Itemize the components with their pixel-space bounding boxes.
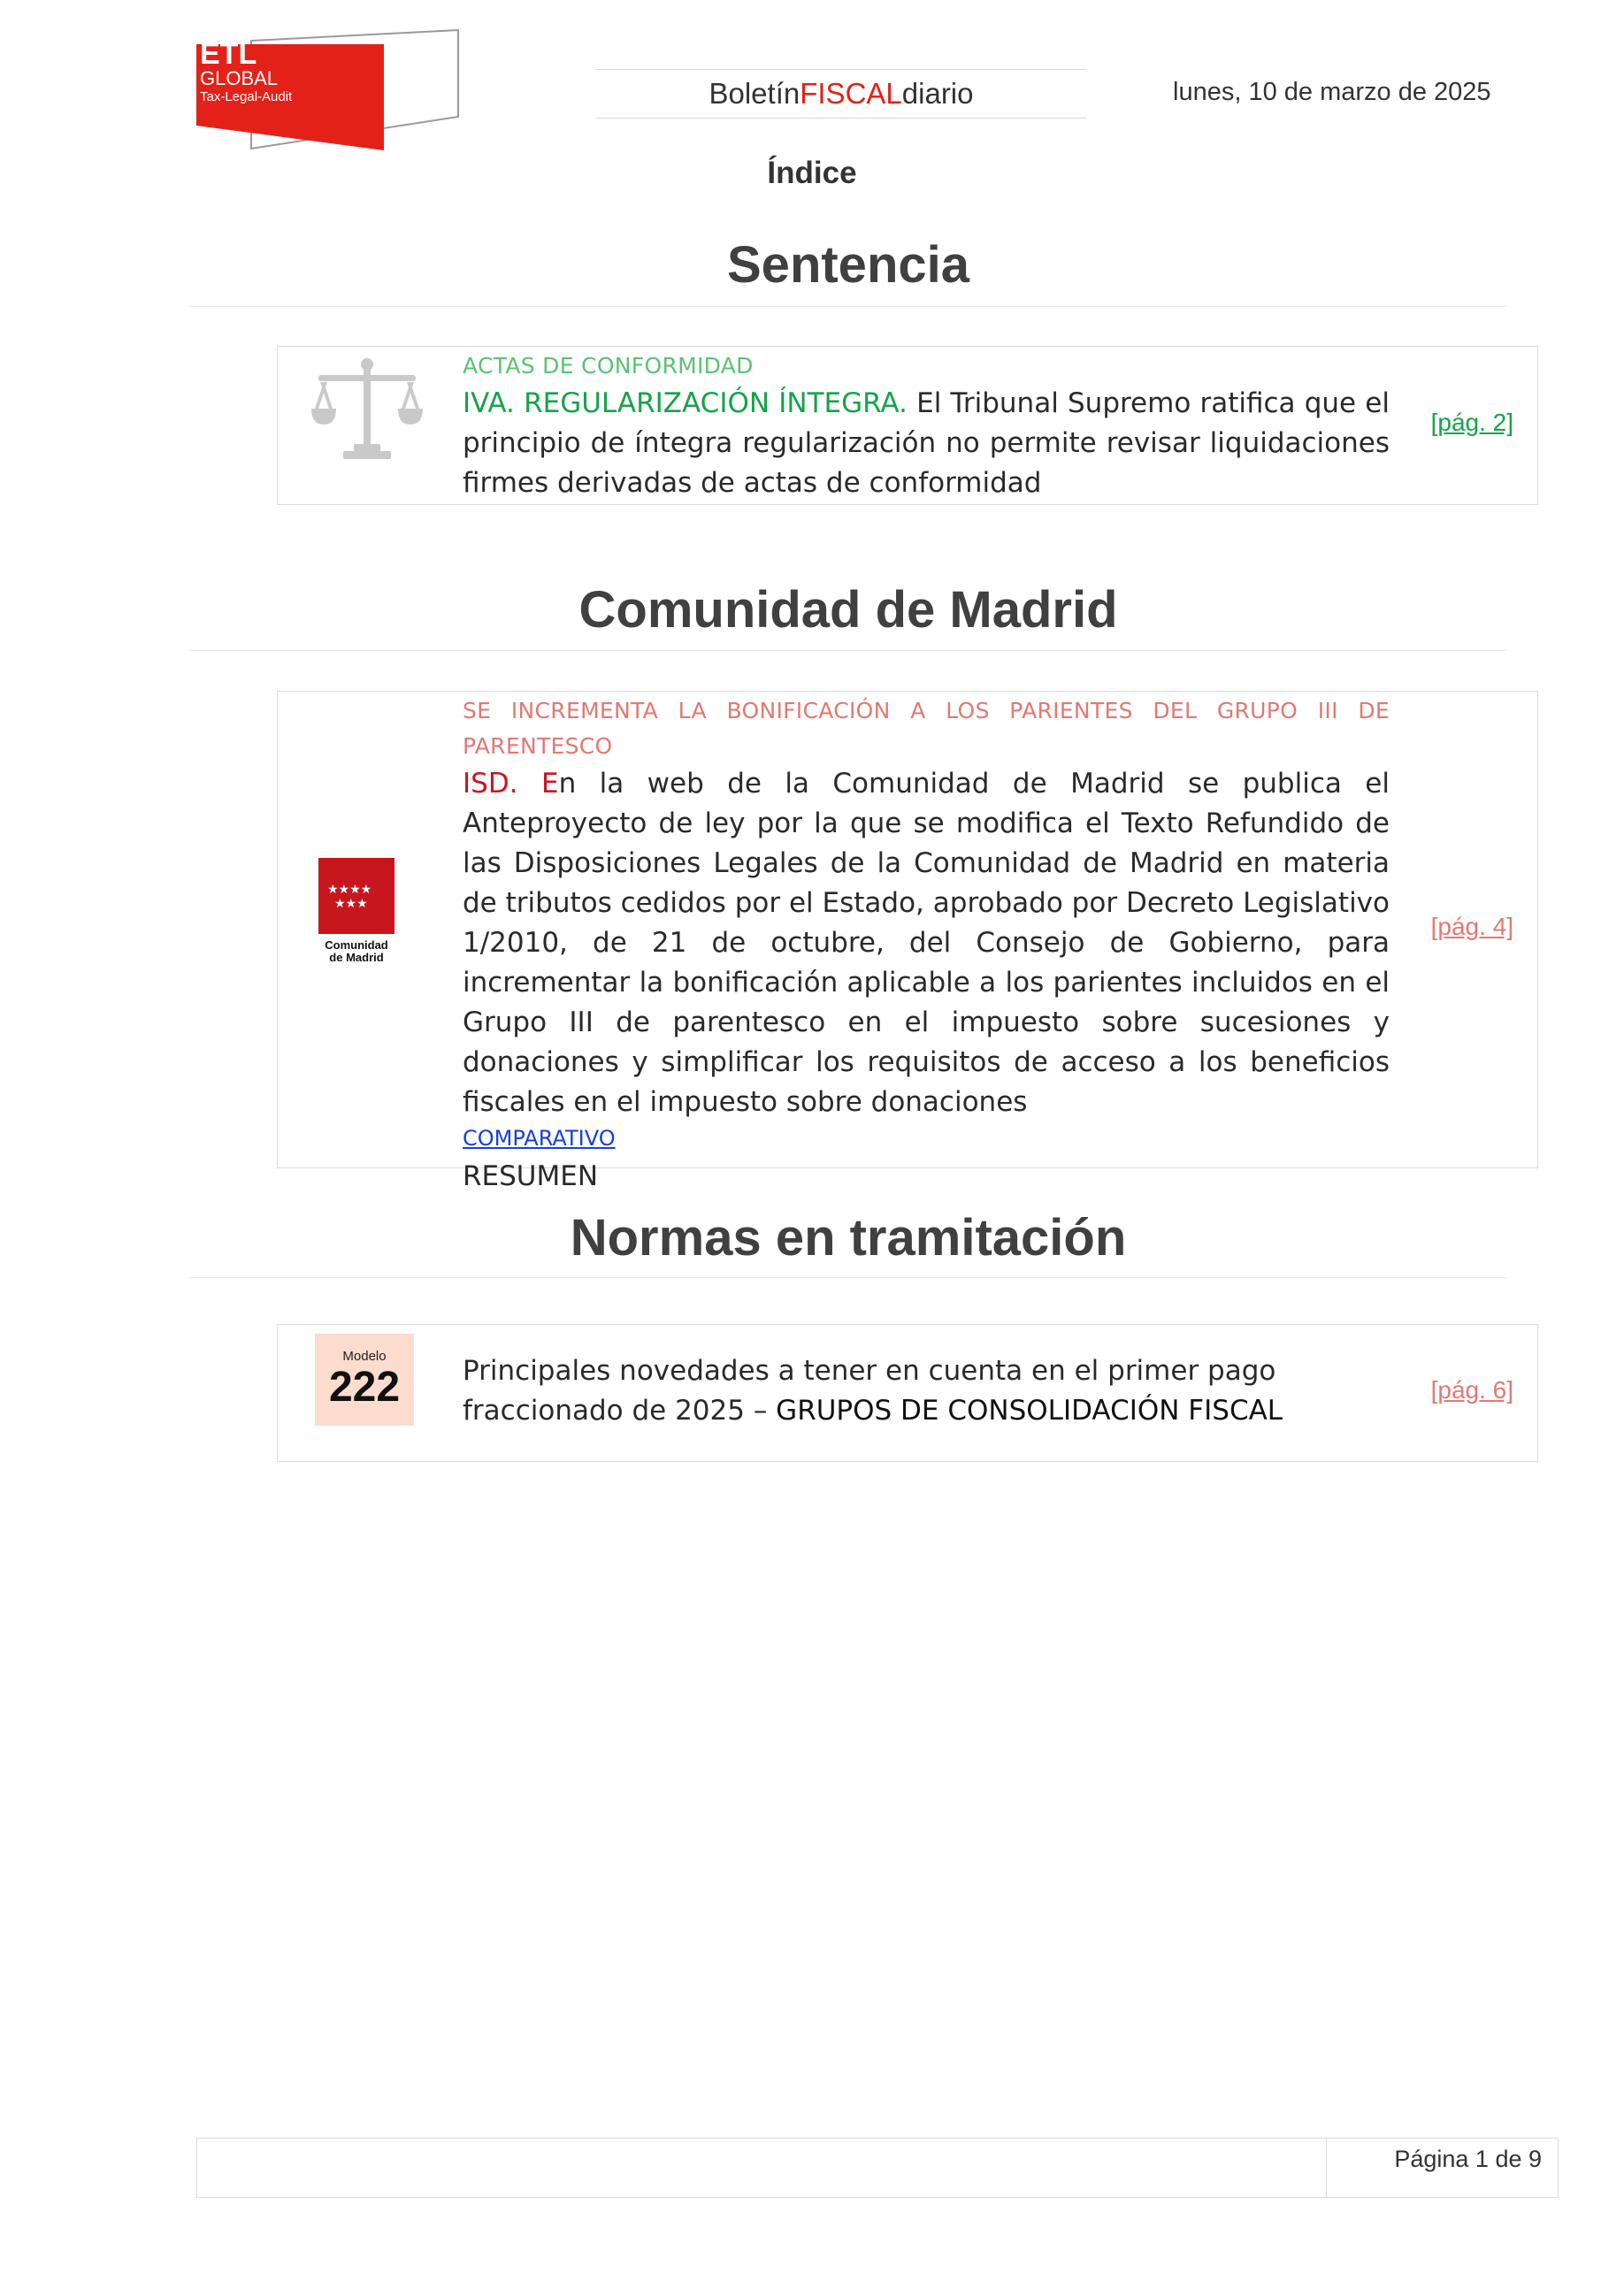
page-footer (196, 2138, 1559, 2198)
bulletin-prefix: Boletín (709, 77, 801, 110)
entry-description: El Tribunal Supremo ratifica que el principio de íntegra regularización no permite revisar liquidaciones firmes derivadas de actas de conformidad (463, 387, 1390, 499)
entry-caps: GRUPOS DE CONSOLIDACIÓN FISCAL (776, 1395, 1283, 1427)
resumen-label: RESUMEN (463, 1160, 599, 1192)
svg-text:★★★: ★★★ (334, 897, 368, 911)
bulletin-date: lunes, 10 de marzo de 2025 (1173, 78, 1491, 106)
entry-sentencia (277, 346, 1538, 505)
scales-of-justice-icon (311, 356, 423, 467)
madrid-stars-icon (318, 858, 395, 934)
badge-number: 222 (328, 1364, 401, 1411)
entry-description: Principales novedades a tener en cuenta en el primer pago fraccionado de 2025 – (463, 1355, 1276, 1427)
entry-sentencia-text (463, 348, 1390, 503)
entry-lead: IVA. REGULARIZACIÓN ÍNTEGRA. (463, 387, 908, 419)
section-title-comunidad-de-madrid: Comunidad de Madrid (578, 581, 1118, 639)
bulletin-title (596, 69, 1086, 119)
entry-description: n la web de la Comunidad de Madrid se publica el Anteproyecto de ley por la que se modifica el Texto Refundido de las Disposiciones Legales de la Comunidad de Madrid en materia de tributos cedidos por el Estado, aprobado por Decreto Legislativo 1/2010, de 21 de octubre, del Consejo de Gobierno, para incrementar la bonificación aplicable a los parientes incluidos en el Grupo III de parentesco en el impuesto sobre sucesiones y donaciones y simplificar los requisitos de acceso a los beneficios fiscales en el impuesto sobre donaciones (463, 768, 1390, 1118)
svg-text:★★★★: ★★★★ (327, 883, 372, 897)
comparativo-link[interactable]: COMPARATIVO (463, 1126, 616, 1151)
madrid-logo-text-1: Comunidad (325, 938, 388, 952)
page-number: Página 1 de 9 (1394, 2146, 1542, 2172)
modelo-222-badge (315, 1334, 414, 1426)
section-title-sentencia: Sentencia (727, 236, 969, 294)
page-link-2[interactable]: [pág. 2] (1430, 409, 1513, 436)
index-title: Índice (767, 156, 857, 190)
logo-line2: Tax-Legal-Audit (200, 89, 293, 104)
entry-comunidad-de-madrid (277, 691, 1538, 1192)
footer-divider (1326, 2139, 1327, 2197)
section-divider (189, 650, 1507, 651)
etl-global-logo (196, 28, 462, 152)
bulletin-suffix: diario (901, 77, 974, 110)
entry-madrid-text (463, 693, 1390, 1198)
entry-kicker: ACTAS DE CONFORMIDAD (463, 353, 754, 379)
entry-kicker: SE INCREMENTA LA BONIFICACIÓN A LOS PARIENTES DEL GRUPO III DE PARENTESCO (463, 698, 1390, 759)
entry-body (463, 384, 1390, 503)
section-divider (189, 1277, 1507, 1278)
entry-body (463, 764, 1390, 1122)
badge-label: Modelo (342, 1349, 387, 1364)
entry-lead: ISD. E (463, 768, 559, 800)
entry-normas-en-tramitacion (277, 1324, 1538, 1462)
entry-normas-text (463, 1351, 1390, 1431)
section-divider (189, 306, 1507, 307)
logo-brand: ETL (200, 37, 257, 71)
section-title-normas-en-tramitacion: Normas en tramitación (570, 1209, 1127, 1267)
bulletin-highlight: FISCAL (800, 77, 902, 110)
madrid-logo-text-2: de Madrid (329, 951, 384, 964)
page-link-6[interactable]: [pág. 6] (1430, 1376, 1513, 1404)
logo-line1: GLOBAL (200, 67, 279, 89)
page-link-4[interactable]: [pág. 4] (1430, 913, 1513, 940)
entry-body (463, 1351, 1390, 1431)
comunidad-de-madrid-logo (317, 858, 396, 964)
